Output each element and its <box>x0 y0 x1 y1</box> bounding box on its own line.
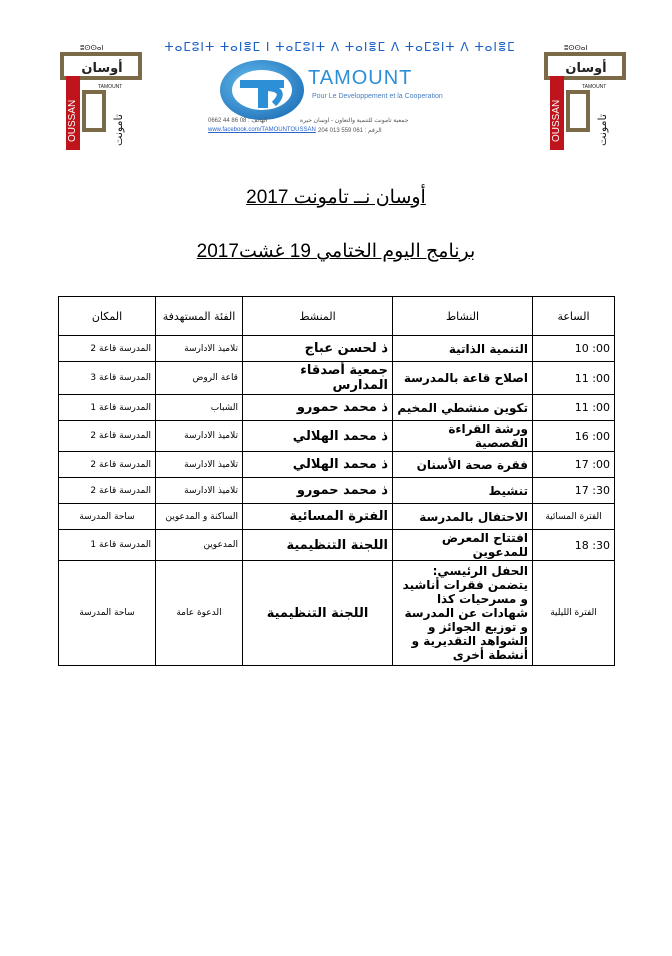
cell-activity: تكوين منشطي المخيم <box>393 395 533 421</box>
contact-line-4: 204 013 559 061 : الرقم <box>318 128 382 134</box>
cell-host: جمعية أصدقاء المدارس <box>243 362 393 395</box>
brand-name: TAMOUNT <box>308 67 413 89</box>
cell-activity: الحفل الرئيسي: يتضمن فقرات أناشيد و مسرحيات كذا شهادات عن المدرسة و توزيع الجوائز و الشواهد التقديرية و أنشطة أخرى <box>393 561 533 666</box>
cell-time: 30: 17 <box>533 478 615 504</box>
brand-subtitle: Pour Le Developpement et la Cooperation <box>312 93 443 100</box>
contact-line-2: 0662 44 86 08 : الهاتف <box>208 118 268 124</box>
table-row <box>59 421 615 452</box>
logo-arabic-text: أوسان <box>565 61 607 76</box>
logo-arabic-text: أوسان <box>81 61 123 76</box>
cell-target: الدعوة عامة <box>156 561 243 666</box>
cell-host: الفترة المسائية <box>243 504 393 530</box>
logo-bottom-text: تامونت <box>112 114 125 146</box>
cell-target: تلاميذ الادارسة <box>156 336 243 362</box>
cell-place: ساحة المدرسة <box>59 504 156 530</box>
cell-place: المدرسة قاعة 1 <box>59 530 156 561</box>
cell-time: 00: 11 <box>533 395 615 421</box>
table-row <box>59 478 615 504</box>
tamount-logo-icon <box>210 56 310 124</box>
cell-target: الساكنة و المدعوين <box>156 504 243 530</box>
header-target: الفئة المستهدفة <box>156 297 243 336</box>
logo-tifinagh-text: ⵓⵙⵙⴰⵏ <box>80 44 104 52</box>
cell-target: قاعة الروض <box>156 362 243 395</box>
cell-host: اللجنة التنظيمية <box>243 530 393 561</box>
table-row <box>59 362 615 395</box>
table-header-row <box>59 297 615 336</box>
logo-side-text: OUSSAN <box>67 99 78 142</box>
cell-time: 00: 17 <box>533 452 615 478</box>
page-title: أوسان نــ تامونت 2017 <box>246 187 426 208</box>
cell-activity: اصلاح قاعة بالمدرسة <box>393 362 533 395</box>
cell-target: تلاميذ الادارسة <box>156 452 243 478</box>
cell-target: المدعوين <box>156 530 243 561</box>
cell-time: الفترة المسائية <box>533 504 615 530</box>
program-table <box>58 296 615 666</box>
cell-host: ذ محمد الهلالي <box>243 452 393 478</box>
contact-line-3[interactable]: www.facebook.com/TAMOUNTOUSSAN <box>208 127 316 133</box>
header-activity: النشاط <box>393 297 533 336</box>
cell-place: المدرسة قاعة 2 <box>59 421 156 452</box>
cell-host: ذ محمد حمورو <box>243 395 393 421</box>
table-row <box>59 561 615 666</box>
oussan-logo-right <box>542 42 628 152</box>
oussan-logo-left <box>58 42 144 152</box>
cell-activity: تنشيط <box>393 478 533 504</box>
cell-target: تلاميذ الادارسة <box>156 421 243 452</box>
logo-tifinagh-text: ⵓⵙⵙⴰⵏ <box>564 44 588 52</box>
cell-time: 00: 11 <box>533 362 615 395</box>
cell-target: تلاميذ الادارسة <box>156 478 243 504</box>
tifinagh-heading: ⵜⴰⵎⵓⵏⵜ ⵜⴰⵏⴻⵎ ⵏ ⵜⴰⵎⵓⵏⵜ ⴷ ⵜⴰⵏⴻⵎ ⴷ ⵜⴰⵎⵓⵏⵜ ⴷ ⵜⴰⵏⴻⵎ <box>164 40 516 54</box>
logo-caption: TAMOUNT <box>98 84 123 90</box>
header-host: المنشط <box>243 297 393 336</box>
table-row <box>59 395 615 421</box>
logo-caption: TAMOUNT <box>582 84 607 90</box>
cell-time: 30: 18 <box>533 530 615 561</box>
cell-place: المدرسة قاعة 2 <box>59 452 156 478</box>
cell-place: المدرسة قاعة 2 <box>59 478 156 504</box>
program-title: برنامج اليوم الختامي 19 غشت2017 <box>196 241 476 262</box>
cell-place: المدرسة قاعة 2 <box>59 336 156 362</box>
cell-activity: ورشة القراءة القصصية <box>393 421 533 452</box>
cell-activity: التنمية الذاتية <box>393 336 533 362</box>
header-place: المكان <box>59 297 156 336</box>
contact-line-1: جمعية تامونت للتنمية والتعاون - اوسان حيرة <box>300 118 409 124</box>
cell-target: الشباب <box>156 395 243 421</box>
table-row <box>59 530 615 561</box>
cell-activity: الاحتفال بالمدرسة <box>393 504 533 530</box>
header-time: الساعة <box>533 297 615 336</box>
table-row <box>59 504 615 530</box>
cell-time: الفترة الليلية <box>533 561 615 666</box>
cell-host: ذ محمد الهلالي <box>243 421 393 452</box>
cell-place: المدرسة قاعة 3 <box>59 362 156 395</box>
cell-time: 00: 16 <box>533 421 615 452</box>
cell-host: ذ محمد حمورو <box>243 478 393 504</box>
cell-host: اللجنة التنظيمية <box>243 561 393 666</box>
logo-side-text: OUSSAN <box>551 99 562 142</box>
cell-place: ساحة المدرسة <box>59 561 156 666</box>
cell-host: ذ لحسن عباج <box>243 336 393 362</box>
table-row <box>59 336 615 362</box>
cell-place: المدرسة قاعة 1 <box>59 395 156 421</box>
logo-bottom-text: تامونت <box>596 114 609 146</box>
table-row <box>59 452 615 478</box>
cell-activity: فقرة صحة الأسنان <box>393 452 533 478</box>
cell-activity: افتتاح المعرض للمدعوين <box>393 530 533 561</box>
cell-time: 00: 10 <box>533 336 615 362</box>
